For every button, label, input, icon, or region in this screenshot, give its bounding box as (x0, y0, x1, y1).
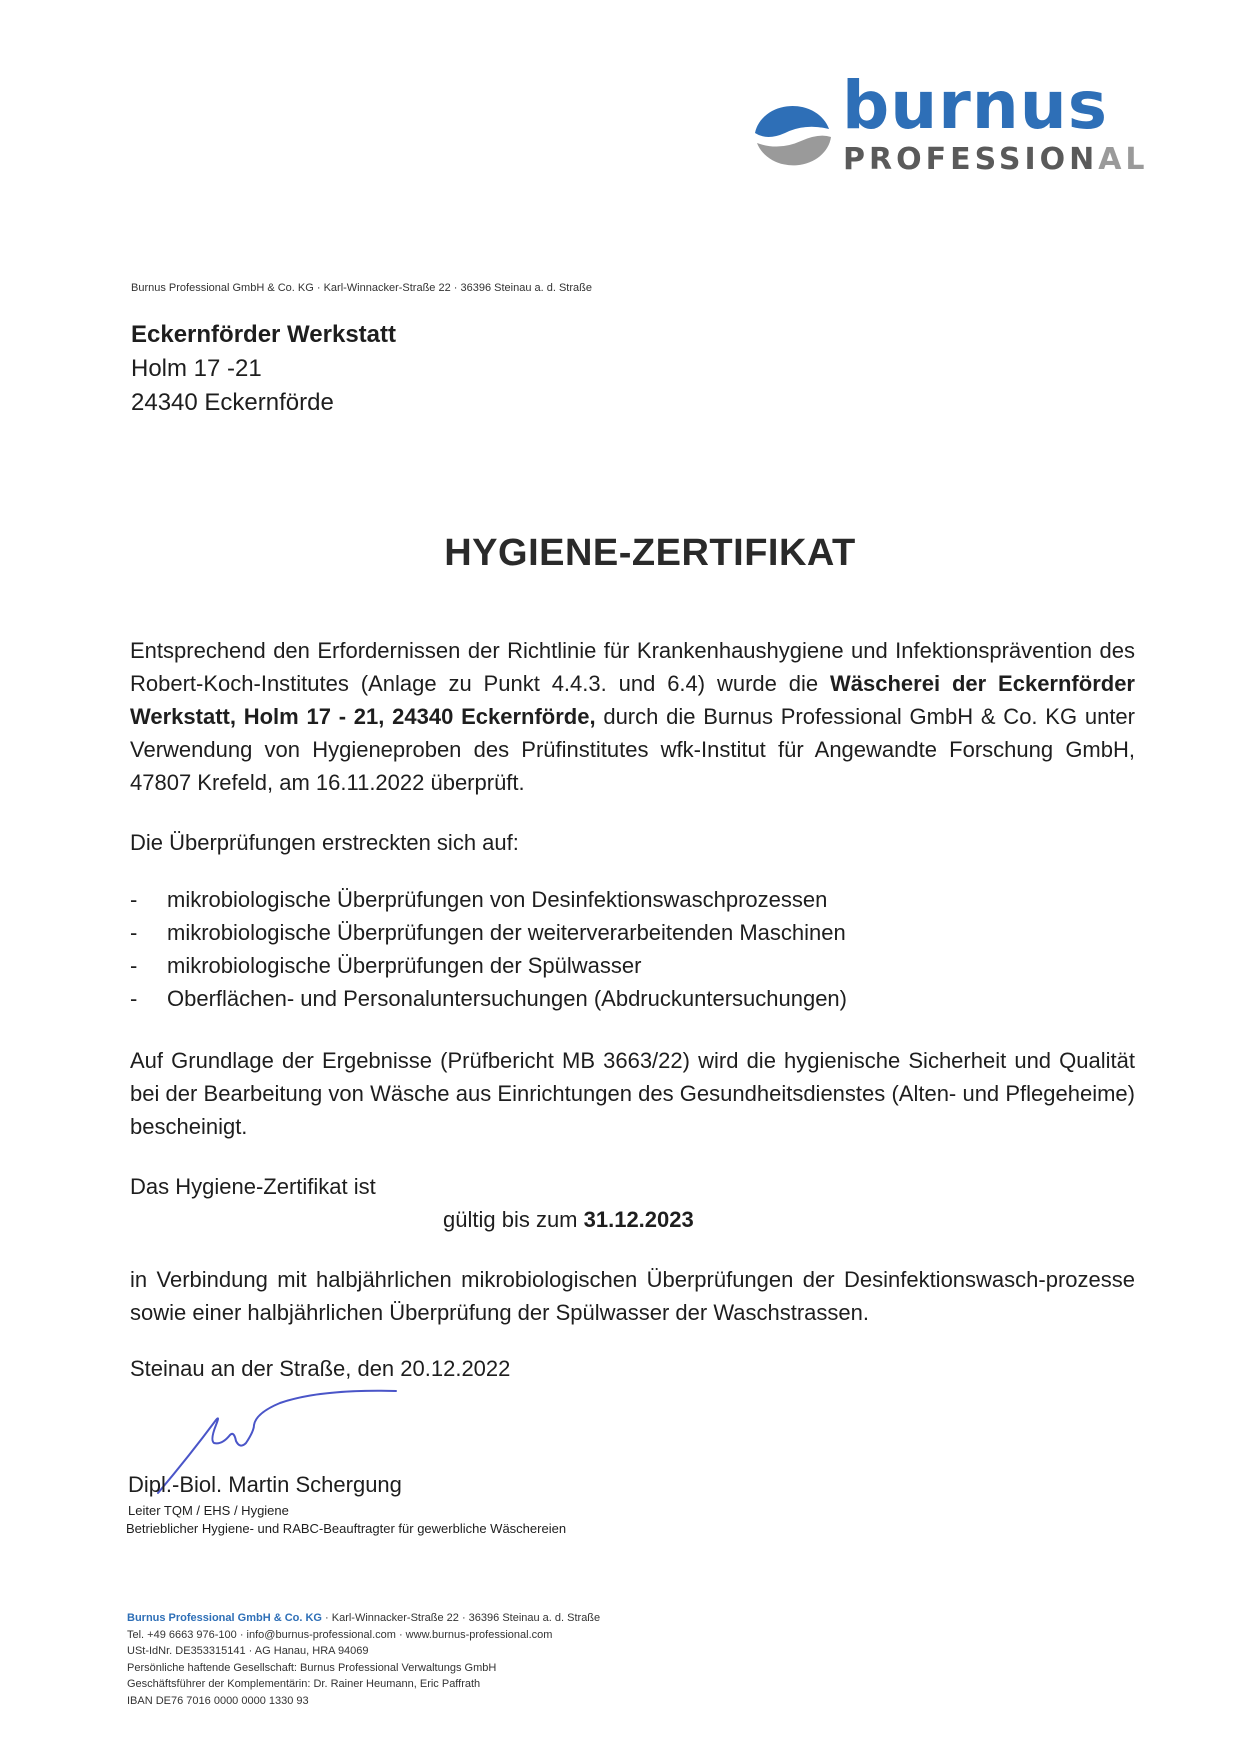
footer-partner: Persönliche haftende Gesellschaft: Burnus Professional Verwaltungs GmbH (127, 1661, 497, 1674)
followup-paragraph: in Verbindung mit halbjährlichen mikrobiologischen Überprüfungen der Desinfektionswasch-prozesse sowie einer halbjährlichen Überprüfung der Spülwasser der Waschstrassen. (130, 1267, 1135, 1325)
validity-prefix: gültig bis zum (443, 1207, 584, 1232)
document-title: HYGIENE-ZERTIFIKAT (444, 532, 856, 574)
recipient-street: Holm 17 -21 (131, 355, 262, 382)
bullet-dash: - (130, 986, 138, 1011)
list-item (130, 982, 847, 1015)
logo-subline (843, 142, 1149, 178)
footer-company: Burnus Professional GmbH & Co. KG (127, 1612, 322, 1624)
list-item-text: Oberflächen- und Personaluntersuchungen (Abdruckuntersuchungen) (167, 986, 847, 1011)
logo-subline-tail: AL (1098, 142, 1149, 177)
bullet-dash: - (130, 920, 138, 945)
footer-line (127, 1610, 600, 1627)
list-item (130, 949, 847, 982)
recipient-city: 24340 Eckernförde (131, 389, 334, 416)
validity-date: 31.12.2023 (583, 1207, 694, 1232)
footer-registration: USt-IdNr. DE353315141 · AG Hanau, HRA 94069 (127, 1645, 369, 1657)
logo-subline-main: PROFESSION (843, 142, 1099, 177)
result-paragraph: Auf Grundlage der Ergebnisse (Prüfbericht MB 3663/22) wird die hygienische Sicherheit und Qualität bei der Bearbeitung von Wäsche aus Einrichtungen des Gesundheitsdienstes (Alten- und Pflegeheime) bescheinigt. (130, 1048, 1135, 1139)
signer-role-detail: Betrieblicher Hygiene- und RABC-Beauftragter für gewerbliche Wäschereien (126, 1521, 567, 1536)
certificate-lead: Das Hygiene-Zertifikat ist (130, 1174, 376, 1199)
footer-management: Geschäftsführer der Komplementärin: Dr. Rainer Heumann, Eric Paffrath (127, 1678, 481, 1690)
burnus-logo (745, 67, 1149, 180)
list-item-text: mikrobiologische Überprüfungen der weiterverarbeitenden Maschinen (167, 920, 846, 945)
intro-text-bold: Wäscherei der Eckernförder Werkstatt, Holm 17 - 21, 24340 Eckernförde, (130, 671, 1135, 729)
signer-role: Leiter TQM / EHS / Hygiene (128, 1503, 289, 1518)
intro-paragraph (130, 634, 1135, 799)
footer-iban: IBAN DE76 7016 0000 0000 1330 93 (127, 1694, 309, 1707)
validity-line (443, 1203, 694, 1236)
footer-address: · Karl-Winnacker-Straße 22 · 36396 Steinau a. d. Straße (321, 1612, 601, 1624)
logo-wordmark: burnus (842, 67, 1109, 144)
recipient-address (131, 318, 396, 420)
place-date: Steinau an der Straße, den 20.12.2022 (130, 1356, 511, 1381)
company-footer (127, 1610, 600, 1709)
list-item (130, 916, 847, 949)
bullet-dash: - (130, 953, 138, 978)
checks-lead: Die Überprüfungen erstreckten sich auf: (130, 830, 519, 855)
intro-text-1: Entsprechend den Erfordernissen der Richtlinie für Krankenhaushygiene und Infektionsprävention des Robert-Koch-Institutes (Anlage zu Punkt 4.4.3. und 6.4) wurde die (130, 638, 1135, 696)
footer-contact: Tel. +49 6663 976-100 · info@burnus-professional.com · www.burnus-professional.com (127, 1628, 553, 1641)
list-item-text: mikrobiologische Überprüfungen der Spülwasser (167, 953, 642, 978)
sender-line: Burnus Professional GmbH & Co. KG · Karl-Winnacker-Straße 22 · 36396 Steinau a. d. Straße (131, 282, 592, 294)
intro-text-2: durch die Burnus Professional GmbH & Co. KG unter Verwendung von Hygieneproben des Prüfinstitutes wfk-Institut für Angewandte Forschung GmbH, 47807 Krefeld, am 16.11.2022 überprüft. (130, 704, 1135, 795)
list-item (130, 883, 847, 916)
logo-emblem-icon (745, 93, 835, 183)
bullet-dash: - (130, 887, 138, 912)
list-item-text: mikrobiologische Überprüfungen von Desinfektionswaschprozessen (167, 887, 828, 912)
checks-list (130, 883, 847, 1015)
recipient-name: Eckernförder Werkstatt (131, 321, 396, 348)
signer-name: Dipl.-Biol. Martin Schergung (128, 1472, 402, 1497)
